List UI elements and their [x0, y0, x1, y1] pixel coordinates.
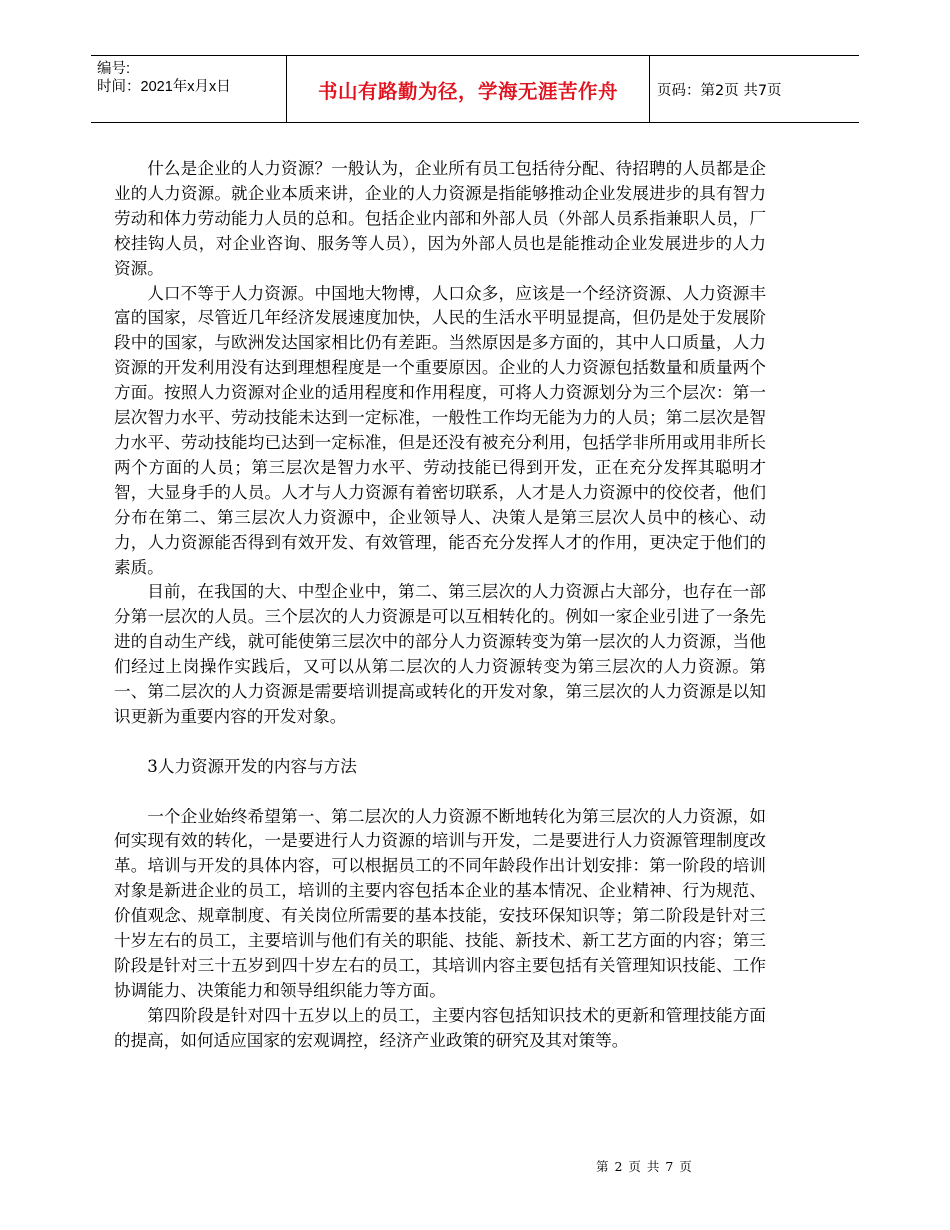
paragraph-training-plan: 一个企业始终希望第一、第二层次的人力资源不断地转化为第三层次的人力资源，如何实现有效的转化，一是要进行人力资源的培训与开发，二是要进行人力资源管理制度改革。培训与开发的具体内容，可以根据员工的不同年龄段作出计划安排：第一阶段的培训对象是新进企业的员工，培训的主要内容包括本企业的基本情况、企业精神、行为规范、价值观念、规章制度、有关岗位所需要的基本技能，安技环保知识等；第二阶段是针对三十岁左右的员工，主要培训与他们有关的职能、技能、新技术、新工艺方面的内容；第三阶段是针对三十五岁到四十岁左右的员工，其培训内容主要包括有关管理知识技能、工作协调能力、决策能力和领导组织能力等方面。: [114, 806, 766, 1000]
document-body: [114, 157, 766, 1054]
paragraph-population-vs-hr: 人口不等于人力资源。中国地大物博，人口众多，应该是一个经济资源、人力资源丰富的国家，尽管近几年经济发展速度加快，人民的生活水平明显提高，但仍是处于发展阶段中的国家，与欧洲发达国家相比仍有差距。当然原因是多方面的，其中人口质量，人力资源的开发利用没有达到理想程度是一个重要原因。企业的人力资源包括数量和质量两个方面。按照人力资源对企业的适用程度和作用程度，可将人力资源划分为三个层次：第一层次智力水平、劳动技能未达到一定标准，一般性工作均无能为力的人员；第二层次是智力水平、劳动技能均已达到一定标准，但是还没有被充分利用，包括学非所用或用非所长两个方面的人员；第三层次是智力水平、劳动技能已得到开发，正在充分发挥其聪明才智，大显身手的人员。人才与人力资源有着密切联系，人才是人力资源中的佼佼者，他们分布在第二、第三层次人力资源中，企业领导人、决策人是第三层次人员中的核心、动力，人力资源能否得到有效开发、有效管理，能否充分发挥人才的作用，更决定于他们的素质。: [114, 283, 766, 577]
header-meta: [97, 60, 283, 96]
section-heading: 3人力资源开发的内容与方法: [147, 756, 357, 776]
header-motto: 书山有路勤为径，学海无涯苦作舟: [317, 80, 618, 103]
paragraph-hr-levels: 目前，在我国的大、中型企业中，第二、第三层次的人力资源占大部分，也存在一部分第一层次的人员。三个层次的人力资源是可以互相转化的。例如一家企业引进了一条先进的自动生产线，就可能使第三层次中的部分人力资源转变为第一层次的人力资源，当他们经过上岗操作实践后，又可以从第二层次的人力资源转变为第三层次的人力资源。第一、第二层次的人力资源是需要培训提高或转化的开发对象，第三层次的人力资源是以知识更新为重要内容的开发对象。: [114, 582, 766, 726]
document-time-label: 时间：2021年x月x日: [97, 79, 231, 95]
header-divider: [649, 56, 650, 122]
document-number-label: 编号:: [97, 61, 131, 77]
page-header: [91, 55, 859, 123]
page-footer: 第 2 页 共 7 页: [596, 1159, 693, 1174]
header-page-number: 页码：第2页 共7页: [657, 83, 782, 99]
paragraph-stage-four: 第四阶段是针对四十五岁以上的员工，主要内容包括知识技术的更新和管理技能方面的提高，如何适应国家的宏观调控，经济产业政策的研究及其对策等。: [114, 1005, 766, 1050]
paragraph-hr-definition: 什么是企业的人力资源？一般认为，企业所有员工包括待分配、待招聘的人员都是企业的人力资源。就企业本质来讲，企业的人力资源是指能够推动企业发展进步的具有智力劳动和体力劳动能力人员的总和。包括企业内部和外部人员（外部人员系指兼职人员，厂校挂钩人员，对企业咨询、服务等人员），因为外部人员也是能推动企业发展进步的人力资源。: [114, 159, 766, 278]
